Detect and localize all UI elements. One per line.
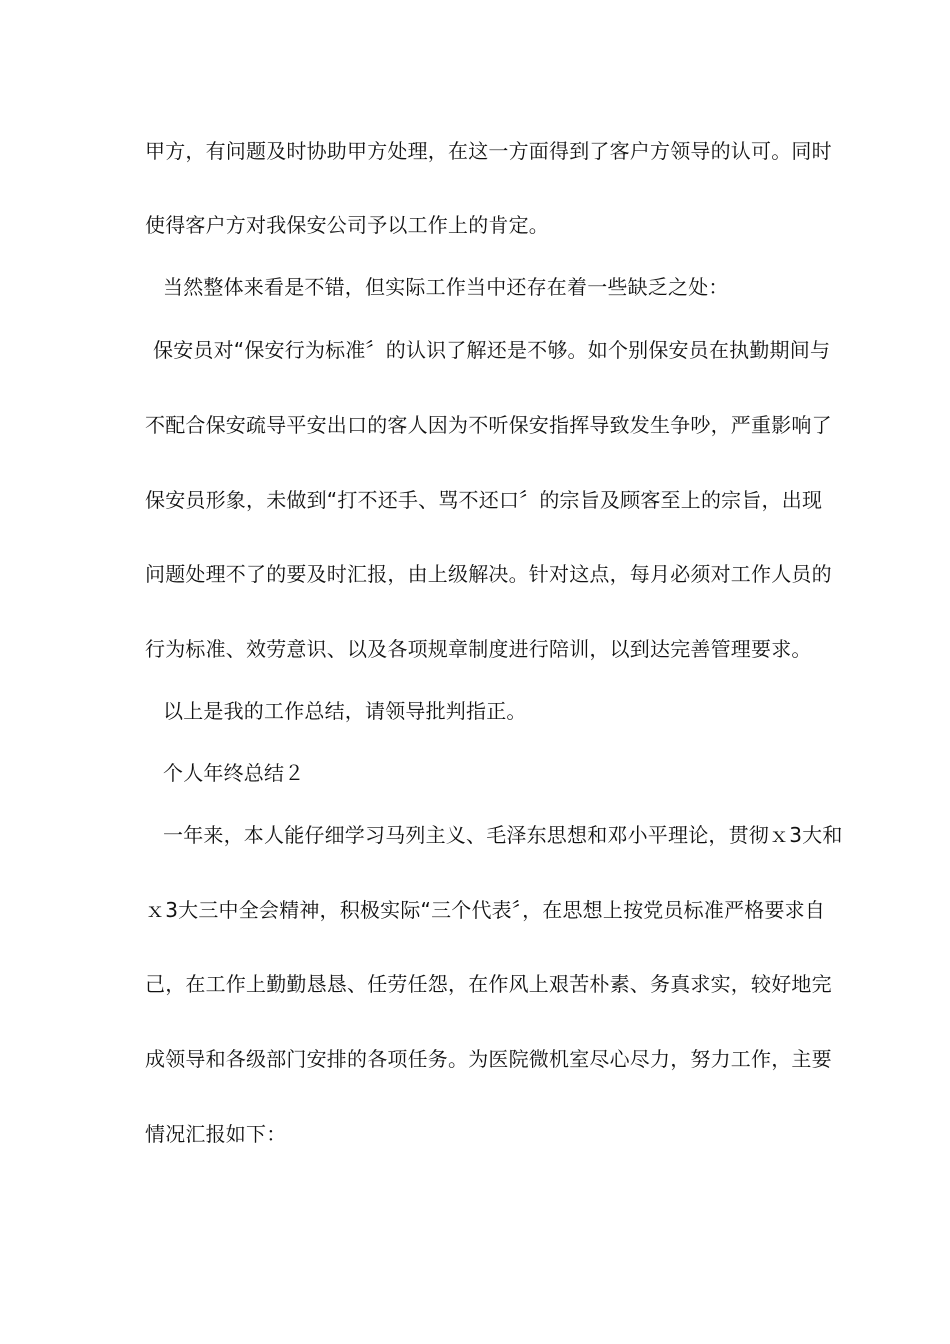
paragraph-line: 成领导和各级部门安排的各项任务。为医院微机室尽心尽力，努力工作，主要	[145, 1047, 832, 1071]
paragraph-line: 行为标准、效劳意识、以及各项规章制度进行陪训，以到达完善管理要求。	[145, 637, 812, 661]
paragraph-line: 甲方，有问题及时协助甲方处理，在这一方面得到了客户方领导的认可。同时	[145, 139, 832, 163]
paragraph-line: 以上是我的工作总结，请领导批判指正。	[163, 699, 527, 723]
paragraph-line: 当然整体来看是不错，但实际工作当中还存在着一些缺乏之处：	[163, 275, 729, 299]
paragraph-line: 一年来，本人能仔细学习马列主义、毛泽东思想和邓小平理论，贯彻ｘ3大和	[163, 823, 843, 847]
paragraph-line: 保安员形象，未做到“打不还手、骂不还口〞的宗旨及顾客至上的宗旨，出现	[145, 488, 823, 512]
paragraph-line: 保安员对“保安行为标准〞的认识了解还是不够。如个别保安员在执勤期间与	[153, 338, 831, 362]
section-heading: 个人年终总结２	[163, 761, 305, 785]
paragraph-line: 己，在工作上勤勤恳恳、任劳任怨，在作风上艰苦朴素、务真求实，较好地完	[145, 972, 832, 996]
paragraph-line: ｘ3大三中全会精神，积极实际“三个代表〞，在思想上按党员标准严格要求自	[145, 898, 826, 922]
paragraph-line: 使得客户方对我保安公司予以工作上的肯定。	[145, 213, 549, 237]
paragraph-line: 问题处理不了的要及时汇报，由上级解决。针对这点，每月必须对工作人员的	[145, 562, 832, 586]
paragraph-line: 情况汇报如下：	[145, 1122, 287, 1146]
paragraph-line: 不配合保安疏导平安出口的客人因为不听保安指挥导致发生争吵，严重影响了	[145, 413, 832, 437]
